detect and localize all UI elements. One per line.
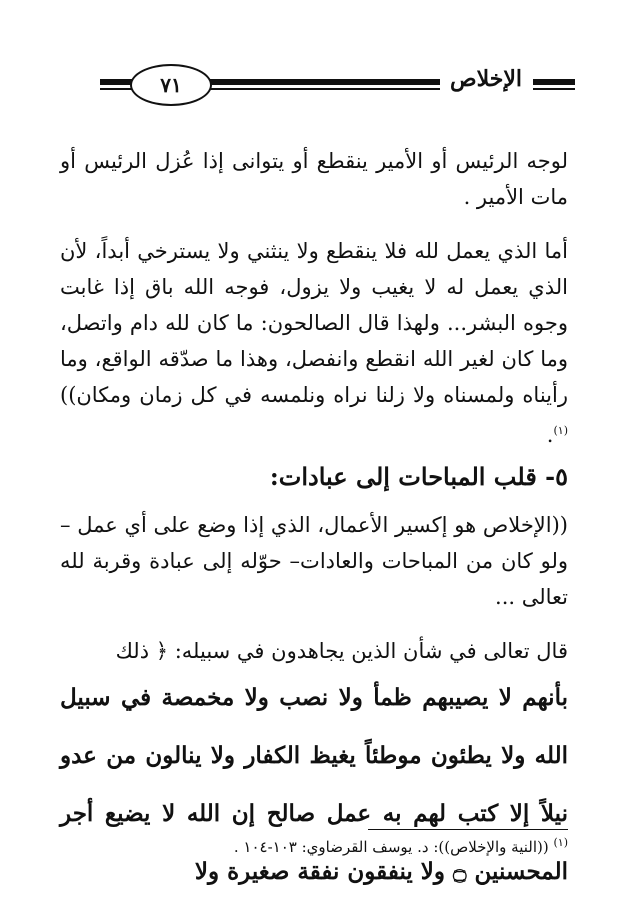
header-rule-middle-thin bbox=[200, 88, 440, 90]
footnote bbox=[60, 836, 568, 856]
quran-verse: بأنهم لا يصيبهم ظمأ ولا نصب ولا مخمصة في سبيل الله ولا يطئون موطئاً يغيظ الكفار ولا ينالون من عدو نيلاً إلا كتب لهم به عمل صالح إن الله لا يضيع أجر المحسنين ۝ ولا ينفقون نفقة صغيرة ولا bbox=[60, 684, 568, 885]
header-rule-right bbox=[533, 79, 575, 85]
page-header bbox=[0, 52, 620, 122]
paragraph-2 bbox=[60, 233, 568, 453]
page-number: ٧١ bbox=[130, 64, 212, 106]
paragraph-4: قال تعالى في شأن الذين يجاهدون في سبيله: ﴿ ذلك bbox=[115, 639, 568, 663]
paragraph-3: ((الإخلاص هو إكسير الأعمال، الذي إذا وضع على أي عمل –ولو كان من المباحات والعادات– حوّله إلى عبادة وقربة لله تعالى ... bbox=[60, 513, 568, 609]
header-rule-right-thin bbox=[533, 88, 575, 90]
paragraph-2-text: أما الذي يعمل لله فلا ينقطع ولا ينثني ولا يسترخي أبداً، لأن الذي يعمل له لا يغيب ولا يزول، فوجه الله باق إذا غابت وجوه البشر... ولهذا قال الصالحون: ما كان لله دام واتصل، وما كان لغير الله انقطع وانفصل، وهذا ما صدّقه الواقع، وما رأيناه ولمسناه ولا زلنا نراه ونلمسه في كل زمان ومكان)) bbox=[60, 239, 568, 407]
page-body bbox=[60, 143, 568, 901]
footnote-divider bbox=[368, 829, 568, 830]
paragraph-1: لوجه الرئيس أو الأمير ينقطع أو يتوانى إذا عُزل الرئيس أو مات الأمير . bbox=[60, 149, 568, 209]
footnote-text: ((النية والإخلاص)): د. يوسف القرضاوي: ١٠٣-١٠٤ . bbox=[233, 838, 549, 856]
footnote-reference: (١) bbox=[553, 424, 568, 437]
section-heading: ٥- قلب المباحات إلى عبادات: bbox=[269, 462, 568, 491]
header-rule-middle bbox=[200, 79, 440, 85]
footnote-marker: (١) bbox=[553, 836, 568, 849]
paragraph-2-end: . bbox=[546, 423, 554, 447]
running-title: الإخلاص bbox=[450, 66, 522, 92]
